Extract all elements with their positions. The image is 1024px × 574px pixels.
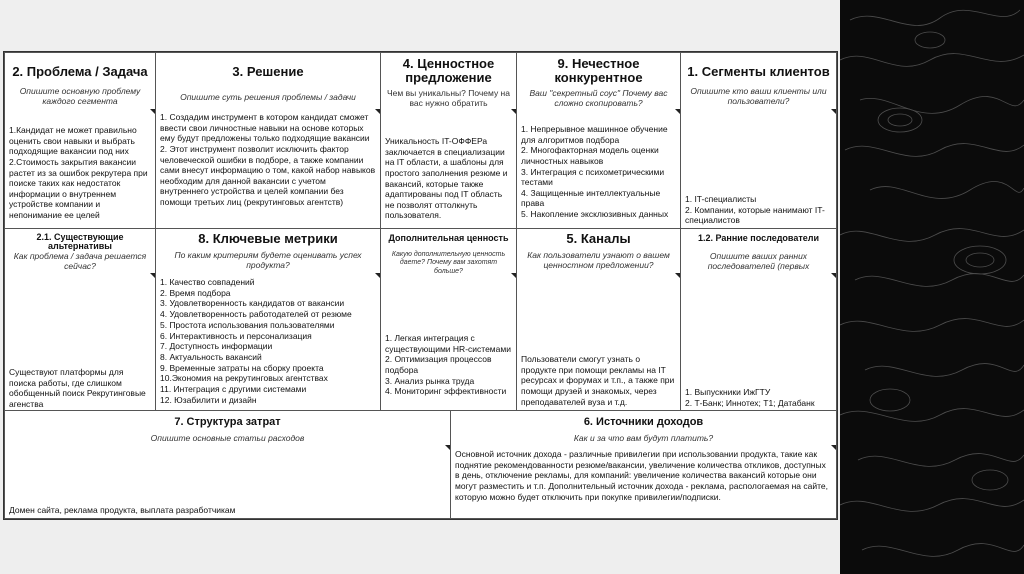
problem-subtitle: Опишите основную проблему каждого сегмента: [19, 86, 141, 107]
segments-title: 1. Сегменты клиентов: [687, 64, 830, 79]
list-item: 1.Кандидат не может правильно оценить свои навыки и выбрать подходящие вакансии под них: [9, 125, 137, 157]
list-item: 2. Оптимизация процессов подбора: [385, 354, 492, 375]
corner-marker-icon: [831, 273, 836, 278]
problem-title: 2. Проблема / Задача: [12, 64, 148, 79]
added-value-body: [385, 333, 512, 397]
solution-cell: [155, 52, 381, 229]
list-item: 10.Экономия на рекрутинговых агентствах: [160, 373, 328, 384]
value-title: 4. Ценностное предложение: [402, 56, 495, 85]
early-subtitle: Опишите ваших ранних последователей (первых: [707, 251, 810, 272]
problem-body: [9, 125, 151, 221]
early-title: 1.2. Ранние последователи: [697, 233, 820, 243]
list-item: 1. Непрерывное машинное обучение для алгоритмов подбора: [521, 124, 668, 145]
list-item: 3. Интеграция с психометрическими тестами: [521, 166, 665, 188]
unfair-subtitle: Ваш "секретный соус" Почему вас сложно скопировать?: [529, 88, 668, 109]
alternatives-subtitle: Как проблема / задача решается сейчас?: [13, 251, 147, 272]
metrics-cell: [155, 228, 381, 411]
list-item: 4. Мониторинг эффективности: [385, 386, 507, 397]
list-item: 9. Временные затраты на сборку проекта: [160, 362, 324, 373]
corner-marker-icon: [831, 109, 836, 114]
added-value-title: Дополнительная ценность: [388, 233, 509, 243]
channels-body: Пользователи смогут узнать о продукте при помощи рекламы на IT ресурсах и форумах и т.п., а также при помощи друзей и знакомых, через преподавателей вуза и т.д.: [521, 354, 675, 407]
revenue-title: 6. Источники доходов: [583, 416, 704, 428]
alternatives-body: Существуют платформы для поиска работы, где слишком обобщенный поиск Рекрутинговые агенства: [9, 367, 146, 409]
segments-subtitle: Опишите кто ваши клиенты или пользователи?: [690, 86, 827, 107]
list-item: 1. Создадим инструмент в котором кандидат сможет ввести свои личностные навыки на основе которых ему будут предложены только подходящие вакансии: [160, 112, 370, 144]
solution-body: [160, 112, 376, 208]
channels-subtitle: Как пользователи узнают о вашем ценностном предложении?: [527, 250, 670, 271]
value-cell: [380, 52, 517, 229]
list-item: 4. Удовлетворенность работодателей от резюме: [160, 309, 352, 320]
list-item: 2.Стоимость закрытия вакансии растет из за ошибок рекрутера при поиске таких как недостаток информации о внутреннем устройстве компании и непонимание ее целей: [9, 156, 148, 220]
list-item: 2. Многофакторная модель оценки личностных навыков: [521, 145, 659, 166]
metrics-title: 8. Ключевые метрики: [198, 231, 338, 246]
list-item: 1. IT-специалисты: [685, 194, 757, 204]
unfair-cell: [516, 52, 681, 229]
list-item: 2. Компании, которые нанимают IT-специалистов: [685, 204, 825, 226]
revenue-body: Основной источник дохода - различные привилегии при использовании продукта, такие как поднятие рекомендованности резюме/вакансии, увеличение количества откликов, доступных в день, отключение рекламы, для компаний: увеличение количества вакансий которые они могут разместить и т.п. Дополнительный источник дохода - реклама, распологаемая на сайте, которую можно будет отключить при покупке привилегии/подписки.: [455, 449, 828, 502]
revenue-cell: [450, 410, 837, 519]
segments-cell: [680, 52, 837, 229]
added-value-subtitle: Какую дополнительную ценность даете? Почему вам захотят больше?: [391, 251, 506, 275]
costs-body: Домен сайта, реклама продукта, выплата разработчикам: [9, 505, 236, 515]
list-item: 2. Т-Банк; Иннотех; Т1; Датабанк: [685, 397, 815, 408]
slide-header-band: [0, 0, 840, 50]
solution-subtitle: Опишите суть решения проблемы / задачи: [180, 92, 356, 102]
list-item: 5. Простота использования пользователями: [160, 319, 335, 330]
list-item: 3. Удовлетворенность кандидатов от вакансии: [160, 298, 345, 309]
problem-cell: [4, 52, 156, 229]
list-item: 6. Интерактивность и персонализация: [160, 330, 312, 341]
unfair-title: 9. Нечестное конкурентное: [554, 56, 643, 85]
list-item: 8. Актуальность вакансий: [160, 351, 262, 362]
value-subtitle: Чем вы уникальны? Почему на вас нужно обратить: [387, 88, 510, 109]
added-value-cell: [380, 228, 517, 411]
lean-canvas: [3, 51, 838, 520]
segments-body: [685, 194, 832, 226]
list-item: 1. Качество совпадений: [160, 277, 255, 287]
unfair-body: [521, 124, 676, 220]
list-item: 1. Выпускники ИжГТУ: [685, 387, 771, 397]
early-cell: [680, 228, 837, 411]
list-item: 3. Анализ рынка труда: [385, 375, 475, 386]
early-body: [685, 387, 832, 408]
list-item: 1. Легкая интеграция с существующими HR-системами: [385, 333, 511, 354]
value-body: Уникальность IT-ОФФЕРа заключается в специализации на IT области, а шаблоны для простого заполнения резюме и вакансий, которые также адаптированы под IT область не позволят оттолкнуть пользователя.: [385, 136, 508, 221]
list-item: 2. Этот инструмент позволит исключить фактор человеческой ошибки в подборе, а также компании сами внесут информацию о том, какой набор навыков необходим для данной вакансии с учетом внутреннего устройства и целей компании без помощи третьих лиц (рекрутинговых агентств): [160, 143, 376, 207]
slide-footer-band: [0, 520, 840, 574]
metrics-subtitle: По каким критериям будете оценивать успех продукта?: [174, 250, 362, 271]
channels-title: 5. Каналы: [566, 231, 631, 246]
costs-subtitle: Опишите основные статьи расходов: [150, 433, 305, 443]
costs-title: 7. Структура затрат: [174, 416, 281, 428]
list-item: 5. Накопление эксклюзивных данных: [521, 209, 669, 219]
list-item: 11. Интеграция с другими системами: [160, 384, 307, 395]
channels-cell: [516, 228, 681, 411]
metrics-body: [160, 277, 376, 405]
list-item: 7. Доступность информации: [160, 341, 273, 352]
list-item: 4. Защищенные интеллектуальные права: [521, 187, 661, 209]
list-item: 2. Время подбора: [160, 287, 231, 298]
alternatives-cell: [4, 228, 156, 411]
alternatives-title: 2.1. Существующие альтернативы: [36, 232, 124, 252]
costs-cell: [4, 410, 451, 519]
solution-title: 3. Решение: [232, 64, 304, 79]
topographic-background: [840, 0, 1024, 574]
revenue-subtitle: Как и за что вам будут платить?: [573, 433, 714, 443]
list-item: 12. Юзабилити и дизайн: [160, 394, 257, 405]
